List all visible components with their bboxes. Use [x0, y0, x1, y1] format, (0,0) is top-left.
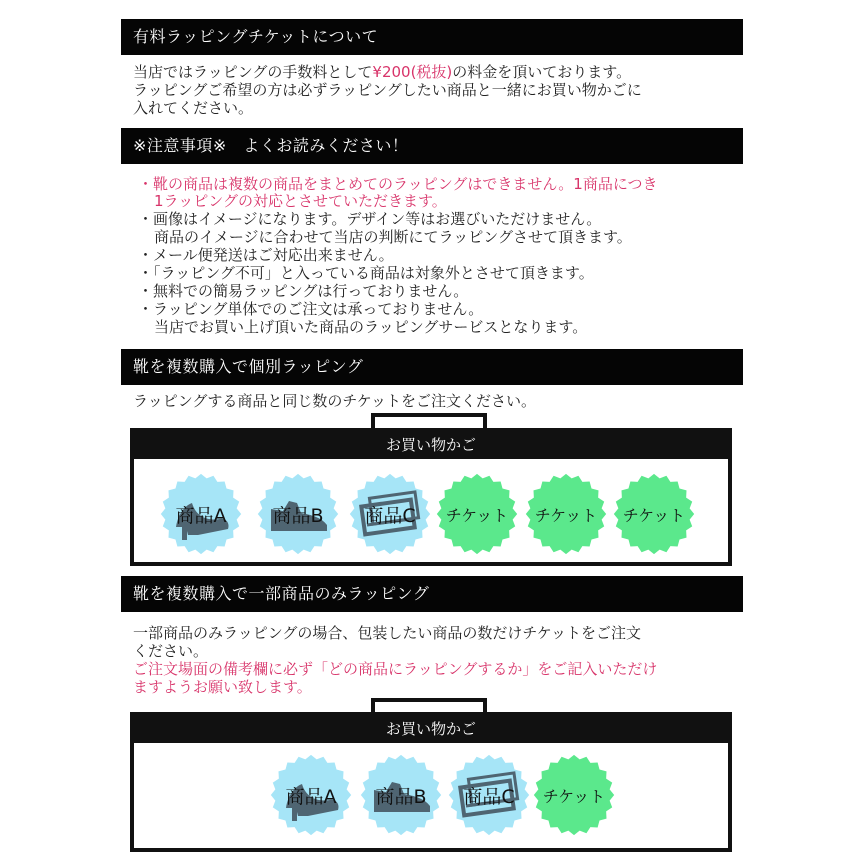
- partial-wrapping-note: ますようお願い致します。: [133, 678, 312, 696]
- notice-item: ・無料での簡易ラッピングは行っておりません。: [138, 282, 469, 300]
- product-label: 商品B: [272, 504, 324, 527]
- wrapping-instruction-line: 入れてください。: [133, 99, 254, 117]
- ticket-badge: [436, 473, 518, 555]
- wrapping-instruction-line: ラッピングご希望の方は必ずラッピングしたい商品と一緒にお買い物かごに: [133, 81, 642, 99]
- product-badge: [349, 473, 431, 555]
- header-paid-wrapping-ticket: 有料ラッピングチケットについて: [121, 19, 743, 55]
- wrapping-fee-text: [133, 63, 631, 81]
- ticket-label: チケット: [534, 505, 598, 525]
- product-label: 商品A: [285, 785, 337, 808]
- ticket-badge: [533, 754, 615, 836]
- individual-wrapping-desc: ラッピングする商品と同じ数のチケットをご注文ください。: [133, 392, 537, 410]
- product-label: 商品B: [375, 785, 427, 808]
- product-badge: [448, 754, 530, 836]
- ticket-label: チケット: [445, 505, 509, 525]
- notice-item: ・画像はイメージになります。デザイン等はお選びいただけません。: [138, 210, 602, 228]
- fee-text-before: 当店ではラッピングの手数料として: [133, 63, 373, 81]
- product-badge: [257, 473, 339, 555]
- notice-item: ・靴の商品は複数の商品をまとめてのラッピングはできません。1商品につき: [138, 175, 658, 193]
- notice-item: ・「ラッピング不可」と入っている商品は対象外とさせて頂きます。: [138, 264, 594, 282]
- fee-text-after: の料金を頂いております。: [452, 63, 632, 81]
- partial-wrapping-desc: 一部商品のみラッピングの場合、包装したい商品の数だけチケットをご注文: [133, 624, 642, 642]
- header-partial-wrapping: 靴を複数購入で一部商品のみラッピング: [121, 576, 743, 612]
- header-individual-wrapping: 靴を複数購入で個別ラッピング: [121, 349, 743, 385]
- cart-label: お買い物かご: [134, 716, 728, 743]
- partial-wrapping-note: ご注文場面の備考欄に必ず「どの商品にラッピングするか」をご記入いただけ: [133, 660, 658, 678]
- product-label: 商品C: [463, 785, 515, 808]
- product-badge: [360, 754, 442, 836]
- notice-item: ・メール便発送はご対応出来ません。: [138, 246, 394, 264]
- partial-wrapping-desc: ください。: [133, 642, 209, 660]
- notice-item: 商品のイメージに合わせて当店の判断にてラッピングさせて頂きます。: [154, 228, 632, 246]
- notice-item: ・ラッピング単体でのご注文は承っておりません。: [138, 300, 484, 318]
- cart-handle: [371, 413, 487, 429]
- fee-price: ¥200(税抜): [372, 63, 453, 81]
- product-badge: [160, 473, 242, 555]
- product-label: 商品C: [364, 504, 416, 527]
- ticket-label: チケット: [542, 786, 606, 806]
- notice-item: 当店でお買い上げ頂いた商品のラッピングサービスとなります。: [154, 318, 588, 336]
- product-label: 商品A: [175, 504, 227, 527]
- ticket-badge: [613, 473, 695, 555]
- notice-item: 1ラッピングの対応とさせていただきます。: [154, 192, 447, 210]
- ticket-label: チケット: [622, 505, 686, 525]
- product-badge: [270, 754, 352, 836]
- ticket-badge: [525, 473, 607, 555]
- header-notice: ※注意事項※ よくお読みください！: [121, 128, 743, 164]
- cart-label: お買い物かご: [134, 432, 728, 459]
